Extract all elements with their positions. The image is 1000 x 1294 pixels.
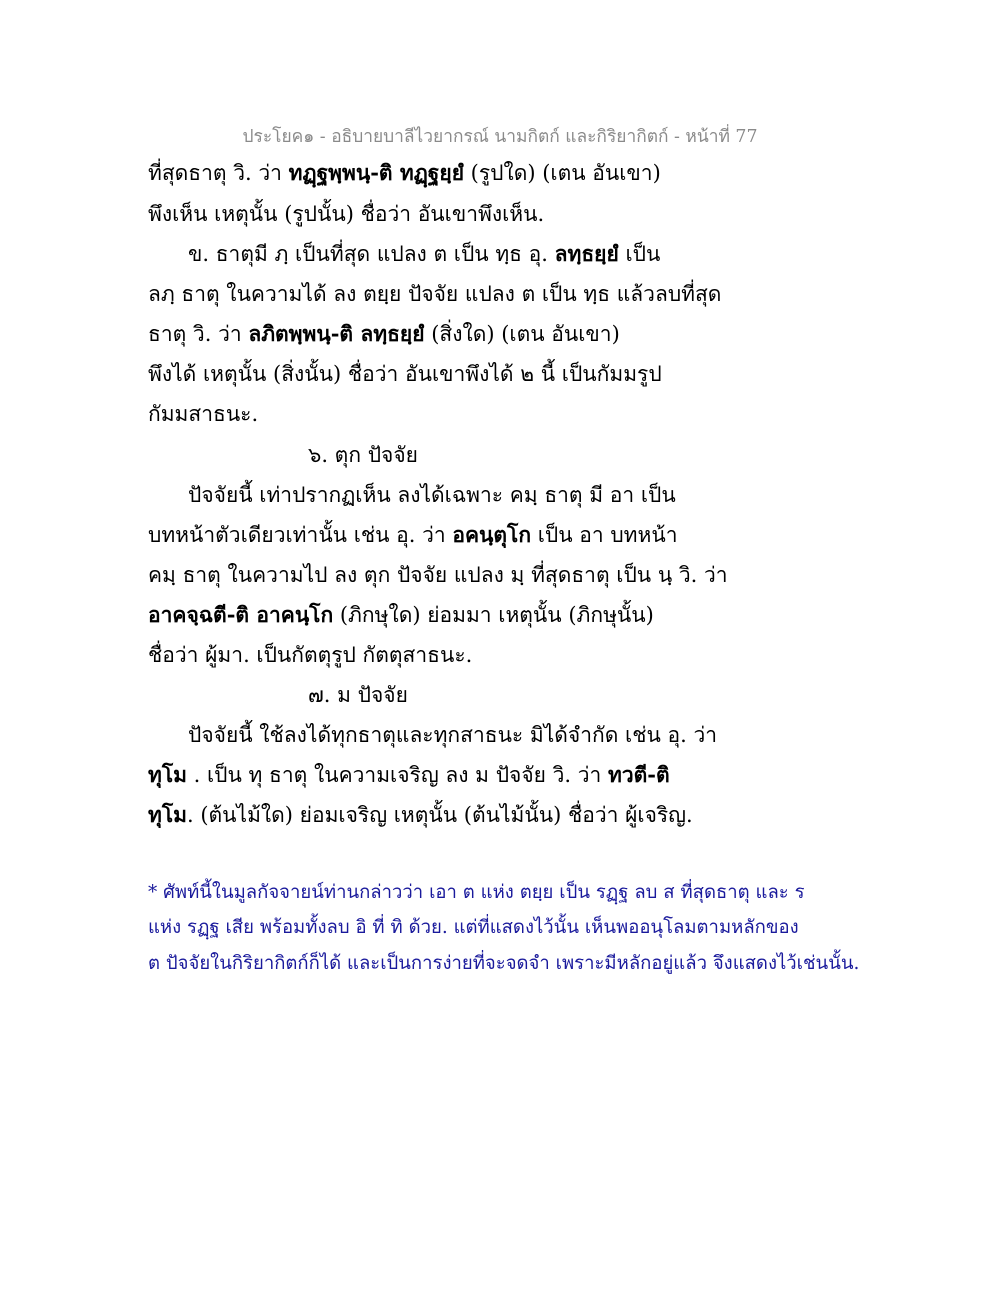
text-run: ที่สุดธาตุ วิ. ว่า: [148, 161, 289, 185]
text-line-13: [148, 640, 472, 670]
bold-term: ลทฺธยฺยํ: [554, 241, 619, 266]
bold-term: ทฏฺฐพฺพนฺ-ติ ทฏฺฐยฺยํ: [288, 160, 464, 185]
text-run: ธาตุ วิ. ว่า: [148, 322, 249, 346]
text-line-1: [148, 158, 661, 188]
text-run: ชื่อว่า ผู้มา. เป็นกัตตุรูป กัตตุสาธนะ.: [148, 643, 473, 667]
text-line-4: [148, 279, 721, 309]
text-line-5: [148, 319, 620, 349]
bold-term: ลภิตพฺพนฺ-ติ ลทฺธยฺยํ: [248, 321, 425, 346]
section-heading-ma: [308, 680, 408, 710]
text-line-16: [148, 760, 670, 790]
text-run: กัมมสาธนะ.: [148, 402, 259, 426]
section-heading-tuka: [308, 440, 418, 470]
text-run: บทหน้าตัวเดียวเท่านั้น เช่น อุ. ว่า: [148, 523, 453, 547]
text-run: พึงเห็น เหตุนั้น (รูปนั้น) ชื่อว่า อันเขาพึงเห็น.: [148, 202, 545, 226]
text-line-2: [148, 199, 544, 229]
text-run: ๗. ม ปัจจัย: [308, 683, 408, 707]
text-run: . เป็น ทุ ธาตุ ในความเจริญ ลง ม ปัจจัย วิ. ว่า: [186, 763, 609, 787]
footnote-line-1: * ศัพท์นี้ในมูลกัจจายน์ท่านกล่าวว่า เอา ต แห่ง ตยฺย เป็น รฏฺฐ ลบ ส ที่สุดธาตุ และ ร: [148, 882, 805, 903]
page-header: ประโยค๑ - อธิบายบาลีไวยากรณ์ นามกิตก์ และกิริยากิตก์ - หน้าที่ 77: [242, 127, 758, 147]
bold-term: อาคจฺฉตี-ติ อาคนฺโก: [148, 602, 334, 627]
text-run: ปัจจัยนี้ เท่าปรากฏเห็น ลงได้เฉพาะ คมฺ ธาตุ มี อา เป็น: [188, 483, 676, 507]
text-line-3: [188, 239, 660, 269]
text-run: ปัจจัยนี้ ใช้ลงได้ทุกธาตุและทุกสาธนะ มิได้จำกัด เช่น อุ. ว่า: [188, 723, 718, 747]
text-run: (สิ่งใด) (เตน อันเขา): [424, 322, 620, 346]
footnote-line-2: แห่ง รฏฺฐ เสีย พร้อมทั้งลบ อิ ที่ ทิ ด้วย. แต่ที่แสดงไว้นั้น เห็นพออนุโลมตามหลักของ: [148, 917, 799, 938]
text-run: คมฺ ธาตุ ในความไป ลง ตุก ปัจจัย แปลง มฺ ที่สุดธาตุ เป็น นฺ วิ. ว่า: [148, 563, 728, 587]
text-run: พึงได้ เหตุนั้น (สิ่งนั้น) ชื่อว่า อันเขาพึงได้ ๒ นี้ เป็นกัมมรูป: [148, 362, 662, 386]
text-run: ๖. ตุก ปัจจัย: [308, 443, 418, 467]
bold-term: อคนฺตุโก: [452, 522, 532, 547]
text-line-17: [148, 800, 693, 830]
text-line-15: [188, 720, 717, 750]
text-line-11: [148, 560, 728, 590]
text-line-12: [148, 600, 654, 630]
text-line-10: [148, 520, 678, 550]
text-run: ลภฺ ธาตุ ในความได้ ลง ตยฺย ปัจจัย แปลง ต เป็น ทฺธ แล้วลบที่สุด: [148, 282, 722, 306]
bold-term: ทุโม: [148, 802, 187, 827]
text-line-6: [148, 359, 662, 389]
text-run: (ภิกษุใด) ย่อมมา เหตุนั้น (ภิกษุนั้น): [333, 603, 654, 627]
text-line-9: [188, 480, 676, 510]
text-run: เป็น อา บทหน้า: [531, 523, 678, 547]
footnote-line-3: ต ปัจจัยในกิริยากิตก์ก็ได้ และเป็นการง่ายที่จะจดจำ เพราะมีหลักอยู่แล้ว จึงแสดงไว้เช่นนั้น.: [148, 953, 860, 974]
bold-term: ทุโม: [148, 762, 187, 787]
text-run: (รูปใด) (เตน อันเขา): [464, 161, 661, 185]
text-run: ข. ธาตุมี ภฺ เป็นที่สุด แปลง ต เป็น ทฺธ อุ.: [188, 242, 555, 266]
text-run: เป็น: [618, 242, 661, 266]
text-run: . (ต้นไม้ใด) ย่อมเจริญ เหตุนั้น (ต้นไม้นั้น) ชื่อว่า ผู้เจริญ.: [186, 803, 693, 827]
bold-term: ทวตี-ติ: [608, 762, 670, 787]
text-line-7: [148, 399, 258, 429]
